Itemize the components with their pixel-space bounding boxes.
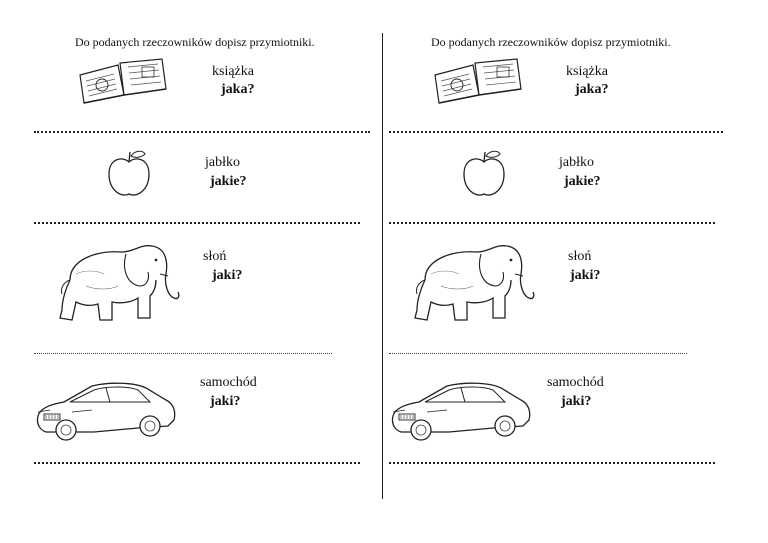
car-icon	[34, 376, 178, 444]
question-label: jaki?	[570, 268, 601, 283]
noun-label: słoń	[203, 249, 227, 264]
worksheet-right	[385, 0, 745, 543]
question-label: jakie?	[210, 174, 247, 189]
answer-line[interactable]	[34, 131, 370, 133]
instruction-text: Do podanych rzeczowników dopisz przymiotniki.	[75, 35, 315, 49]
answer-line[interactable]	[34, 222, 360, 224]
answer-line[interactable]	[34, 462, 360, 464]
car-icon	[389, 376, 533, 444]
apple-icon	[460, 148, 508, 200]
elephant-icon	[56, 240, 182, 326]
book-icon	[431, 55, 525, 105]
apple-icon	[105, 148, 153, 200]
noun-label: samochód	[547, 375, 604, 390]
noun-label: samochód	[200, 375, 257, 390]
answer-line[interactable]	[389, 222, 715, 224]
question-label: jakie?	[564, 174, 601, 189]
noun-label: jabłko	[559, 155, 594, 170]
answer-line[interactable]	[389, 462, 715, 464]
question-label: jaki?	[212, 268, 243, 283]
book-icon	[76, 55, 170, 105]
question-label: jaki?	[561, 394, 592, 409]
noun-label: książka	[212, 64, 254, 79]
answer-line[interactable]	[389, 131, 723, 133]
noun-label: jabłko	[205, 155, 240, 170]
question-label: jaka?	[575, 82, 609, 97]
noun-label: słoń	[568, 249, 592, 264]
elephant-icon	[411, 240, 537, 326]
answer-line[interactable]	[389, 353, 687, 354]
question-label: jaki?	[210, 394, 241, 409]
noun-label: książka	[566, 64, 608, 79]
worksheet-left	[30, 0, 390, 543]
question-label: jaka?	[221, 82, 255, 97]
answer-line[interactable]	[34, 353, 332, 354]
instruction-text: Do podanych rzeczowników dopisz przymiotniki.	[431, 35, 671, 49]
